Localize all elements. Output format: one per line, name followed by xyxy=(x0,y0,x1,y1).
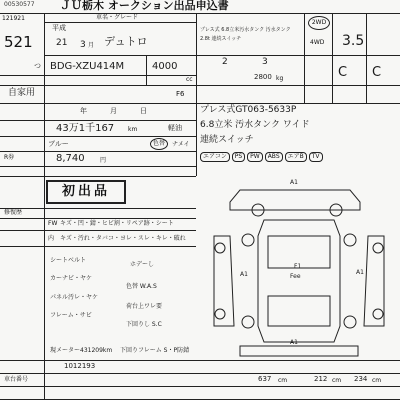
condition-row-2-label: 内 xyxy=(48,235,55,242)
height: 234 xyxy=(354,375,368,383)
displacement: 4000 xyxy=(152,61,178,72)
sheet-title: ＪＵ栃木 オークション出品申込書 xyxy=(60,0,229,12)
diagram-mark-bottom: A1 xyxy=(290,339,298,346)
drive-4wd: 4WD xyxy=(310,39,325,46)
color-change-value: ナメイ xyxy=(172,141,190,148)
interior-score: C xyxy=(338,65,348,80)
equipment-abs: ABS xyxy=(265,152,283,162)
grade-score: 3.5 xyxy=(342,33,365,49)
spec-note-small-1: プレス式 6.8立米汚水タンク 汚水タンク xyxy=(200,27,291,33)
note-right-5: 下回りフレーム S・P防錆 xyxy=(120,347,190,354)
sheet-code: 121921 xyxy=(2,15,25,22)
note-left-1: シートベルト xyxy=(50,257,87,264)
price-label: R券 xyxy=(4,154,15,161)
condition-row-1: キズ・凹・錆・ヒビ割・リペア跡・シート xyxy=(60,220,174,227)
condition-row-1-label: FW xyxy=(48,220,58,227)
note-right-2: 色替 W.A.S xyxy=(126,283,157,290)
use-type: 自家用 xyxy=(8,88,36,98)
equipment-pw: PW xyxy=(247,152,263,162)
note-right-1: ホデーし xyxy=(130,261,155,268)
year-era: 平成 xyxy=(52,24,66,32)
condition-row-2: キズ・汚れ・タバコ・ヨレ・スレ・キレ・破れ xyxy=(60,235,186,242)
serial-number: 00530577 xyxy=(4,1,35,8)
seats: 3 xyxy=(262,57,268,67)
month-suffix: 月 xyxy=(88,42,95,49)
doors: 2 xyxy=(222,57,228,67)
note-left-3: パネル汚レ・ヤケ xyxy=(50,294,99,301)
equipment-aircon: エアコン xyxy=(200,152,230,162)
note-left-4: フレーム・サビ xyxy=(50,312,92,319)
fuel: 軽油 xyxy=(168,124,182,132)
diagram-mark-center: F1 xyxy=(294,263,302,270)
inspection-day-label: 日 xyxy=(140,107,147,115)
chassis-number: 1012193 xyxy=(64,362,96,370)
mileage: 43万1千167 xyxy=(56,123,115,134)
length-unit: cm xyxy=(278,377,288,384)
exterior-score: C xyxy=(372,65,382,80)
width: 212 xyxy=(314,375,328,383)
spec-note-line-1: プレス式GT063-5633P xyxy=(200,105,297,115)
mileage-unit: km xyxy=(128,126,138,133)
spec-note-small-2: 2.8t 連続スイッチ xyxy=(200,36,242,42)
width-unit: cm xyxy=(332,377,342,384)
equipment-ps: PS xyxy=(232,152,245,162)
color-change-badge: 色替 xyxy=(150,138,168,150)
price-unit: 円 xyxy=(100,157,107,164)
color: ブルー xyxy=(48,140,69,148)
equipment-tv: TV xyxy=(309,152,323,162)
car-no-label: 車台番号 xyxy=(4,376,29,383)
diagram-mark-right: A1 xyxy=(356,269,364,276)
length: 637 xyxy=(258,375,272,383)
note-left-5: 現メーター431209km xyxy=(50,347,113,354)
year-value: 21 xyxy=(56,38,68,48)
lot-number: 521 xyxy=(4,33,33,51)
load-unit: kg xyxy=(276,75,284,82)
month-value: 3 xyxy=(80,40,86,50)
diagram-mark-left: A1 xyxy=(240,271,248,278)
car-name-grade-label: 車名・グレード xyxy=(96,14,139,21)
note-right-3: 荷台上ワレ要 xyxy=(126,303,163,310)
inspection-month-label: 月 xyxy=(110,107,117,115)
inspection-year-label: 年 xyxy=(80,107,87,115)
height-unit: cm xyxy=(372,377,382,384)
first-listing-text: 初出品 xyxy=(62,184,111,199)
equipment-row xyxy=(200,152,396,172)
repair-history-label: 修復歴 xyxy=(4,209,23,216)
diagram-mark-top: A1 xyxy=(290,179,298,186)
note-left-2: カーナビ・ヤケ xyxy=(50,275,93,282)
drive-2wd: 2WD xyxy=(308,16,330,30)
model-code: BDG-XZU414M xyxy=(50,61,125,72)
note-right-4: 下回りし S.C xyxy=(126,321,162,328)
load-capacity: 2800 xyxy=(254,73,272,81)
equipment-airbag: エアB xyxy=(285,152,307,162)
lot-symbol: つ xyxy=(34,62,41,70)
start-price: 8,740 xyxy=(56,153,85,164)
spec-note-line-2: 6.8立米 汚水タンク ワイド xyxy=(200,120,310,130)
displacement-unit: cc xyxy=(186,76,193,83)
spec-note-line-3: 連続スイッチ xyxy=(200,135,254,145)
car-name: デュトロ xyxy=(104,35,148,48)
diagram-mark-center-2: Fee xyxy=(290,273,301,280)
transmission: F6 xyxy=(176,90,185,98)
